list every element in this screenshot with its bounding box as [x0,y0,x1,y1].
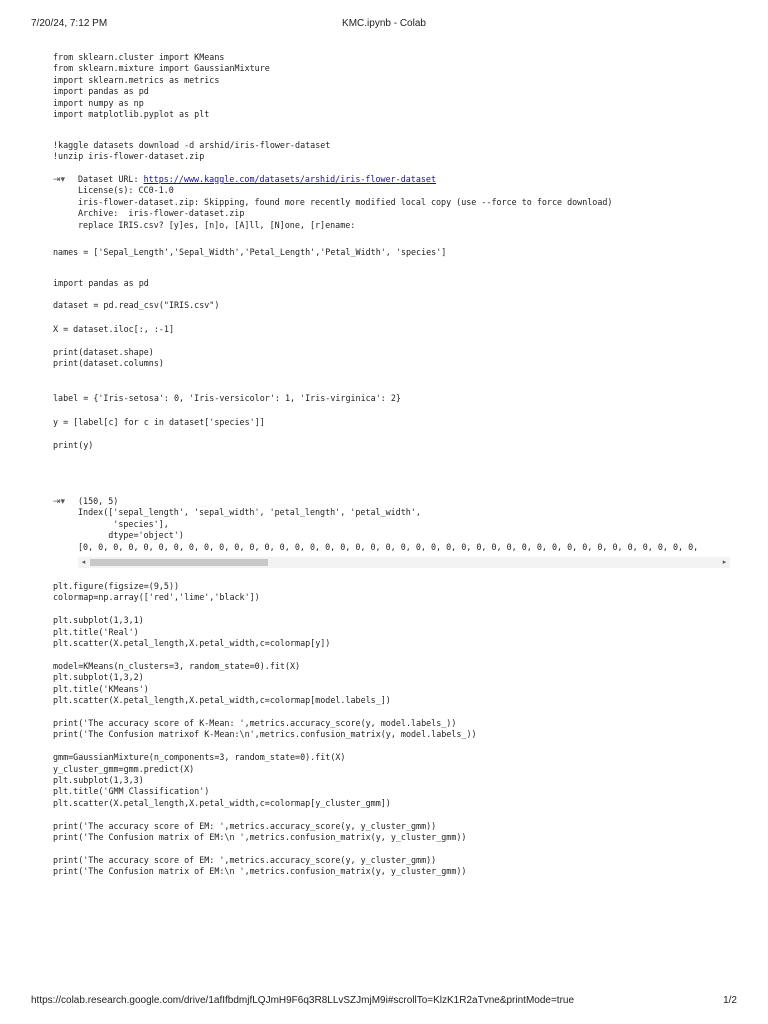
code-line: import sklearn.metrics as metrics [53,74,220,85]
code-line: plt.subplot(1,3,3) [53,774,144,785]
code-cell-print-shape[interactable] [53,347,164,370]
code-line: names = ['Sepal_Length','Sepal_Width','Petal_Length','Petal_Width', 'species'] [53,247,447,257]
code-line: import numpy as np [53,97,144,108]
code-cell-read-csv[interactable] [53,300,219,311]
code-line: plt.subplot(1,3,1) [53,615,144,626]
code-cell-iloc[interactable] [53,324,174,335]
code-line: plt.title('Real') [53,626,139,637]
code-line: print('The Confusion matrix of EM:\n ',metrics.confusion_matrix(y, y_cluster_gmm)) [53,866,467,877]
code-line: print('The accuracy score of K-Mean: ',metrics.accuracy_score(y, model.labels_)) [53,717,457,728]
code-line: import pandas as pd [53,278,149,288]
code-cell-imports[interactable] [53,52,270,120]
output-line: dtype='object') [78,530,184,541]
code-line: import matplotlib.pyplot as plt [53,109,210,120]
code-line: print(dataset.columns) [53,358,164,369]
code-line: y_cluster_gmm=gmm.predict(X) [53,763,195,774]
code-line: label = {'Iris-setosa': 0, 'Iris-versicolor': 1, 'Iris-virginica': 2} [53,393,401,403]
output-line: License(s): CC0-1.0 [78,185,174,196]
output-line: Index(['sepal_length', 'sepal_width', 'petal_length', 'petal_width', [78,507,421,518]
code-line: gmm=GaussianMixture(n_components=3, random_state=0).fit(X) [53,752,346,763]
arrow-left-icon[interactable]: ◂ [81,558,86,566]
code-cell-label[interactable] [53,393,401,404]
cell-output-shape [78,496,730,553]
code-line: dataset = pd.read_csv("IRIS.csv") [53,300,220,310]
code-line: print('The accuracy score of EM: ',metrics.accuracy_score(y, y_cluster_gmm)) [53,820,437,831]
code-line: plt.subplot(1,3,2) [53,672,144,683]
dataset-link[interactable]: https://www.kaggle.com/datasets/arshid/iris-flower-dataset [143,174,437,184]
scrollbar-thumb[interactable] [90,559,268,566]
code-line: plt.scatter(X.petal_length,X.petal_width,c=colormap[model.labels_]) [53,695,391,706]
code-line: from sklearn.cluster import KMeans [53,52,225,62]
page-url: https://colab.research.google.com/drive/1afIfbdmjfLQJmH9F6q3R8LLvSZJmjM9i#scrollTo=KlzK1R2aTvne&printMode=true [31,995,575,1006]
output-icon[interactable]: ⇥▾ [53,175,66,185]
code-line: plt.scatter(X.petal_length,X.petal_width,c=colormap[y_cluster_gmm]) [53,797,391,808]
arrow-right-icon[interactable]: ▸ [722,558,727,566]
page-number: 1/2 [723,995,737,1006]
code-cell-names[interactable] [53,247,446,258]
print-datetime: 7/20/24, 7:12 PM [31,18,108,29]
code-line: print('The Confusion matrix of EM:\n ',metrics.confusion_matrix(y, y_cluster_gmm)) [53,831,467,842]
code-line: colormap=np.array(['red','lime','black']) [53,592,260,603]
code-line: X = dataset.iloc[:, :-1] [53,324,175,334]
code-cell-import-pd[interactable] [53,278,149,289]
code-line: import pandas as pd [53,86,149,97]
code-line: plt.scatter(X.petal_length,X.petal_width,c=colormap[y]) [53,638,331,649]
code-line: model=KMeans(n_clusters=3, random_state=0).fit(X) [53,660,301,671]
output-scrollbar[interactable] [78,557,730,568]
output-line-url: Dataset URL: https://www.kaggle.com/datasets/arshid/iris-flower-dataset [78,174,437,184]
output-line: [0, 0, 0, 0, 0, 0, 0, 0, 0, 0, 0, 0, 0, 0, 0, 0, 0, 0, 0, 0, 0, 0, 0, 0, 0, 0, 0, 0, 0, 0, 0, 0, 0, 0, 0, 0, 0, 0, 0, 0, 0, [78,541,699,552]
output-line: 'species'], [78,518,169,529]
code-cell-y-assign[interactable] [53,417,265,428]
code-line: print('The accuracy score of EM: ',metrics.accuracy_score(y, y_cluster_gmm)) [53,854,437,865]
code-line: print(y) [53,440,94,450]
output-icon[interactable]: ⇥▾ [53,497,66,507]
code-cell-plots[interactable] [53,581,477,878]
output-line: Archive: iris-flower-dataset.zip [78,208,245,219]
code-line: from sklearn.mixture import GaussianMixture [53,63,270,74]
code-line: plt.figure(figsize=(9,5)) [53,581,180,591]
code-line: y = [label[c] for c in dataset['species']] [53,417,265,427]
code-line: plt.title('KMeans') [53,683,149,694]
output-line: (150, 5) [78,496,119,506]
code-cell-print-y[interactable] [53,440,93,451]
code-line: print(dataset.shape) [53,347,154,357]
code-line: print('The Confusion matrixof K-Mean:\n',metrics.confusion_matrix(y, model.labels_)) [53,729,477,740]
code-cell-download[interactable] [53,140,330,163]
output-line: replace IRIS.csv? [y]es, [n]o, [A]ll, [N]one, [r]ename: [78,219,356,230]
code-line: !kaggle datasets download -d arshid/iris-flower-dataset [53,140,331,150]
page-title: KMC.ipynb - Colab [342,18,426,29]
code-line: !unzip iris-flower-dataset.zip [53,151,205,162]
code-line: plt.title('GMM Classification') [53,786,210,797]
output-line: iris-flower-dataset.zip: Skipping, found more recently modified local copy (use --force to force download) [78,196,613,207]
cell-output-download [78,174,612,231]
